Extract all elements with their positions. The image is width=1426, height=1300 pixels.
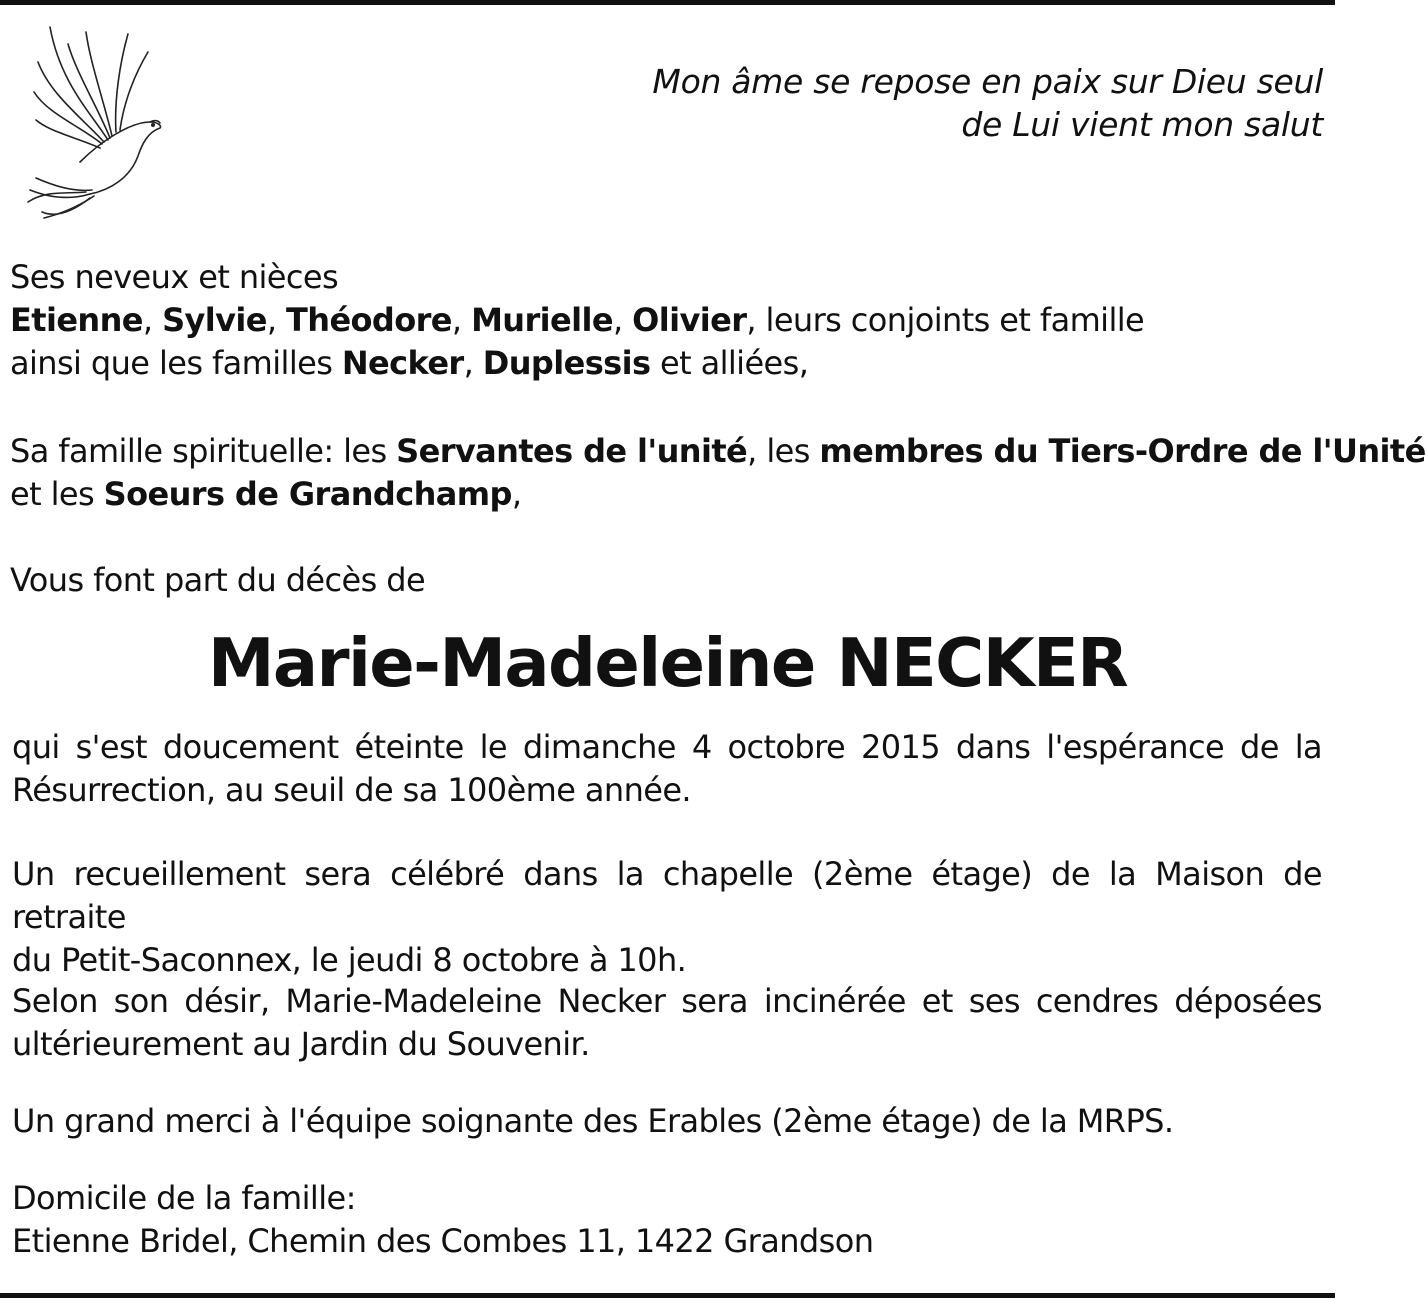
family-name-2: Sylvie [162,301,267,339]
family-names-tail: , leurs conjoints et famille [746,301,1145,339]
family-surname-2: Duplessis [482,344,651,382]
address-block [12,1177,1322,1263]
deceased-name: Marie-Madeleine NECKER [207,624,1128,702]
families-line: ainsi que les familles Necker, Duplessis et alliées, [10,344,809,382]
death-line-1: qui s'est doucement éteinte le dimanche 4 octobre 2015 dans l'espérance de la [12,728,1322,766]
family-surname-1: Necker [341,344,464,382]
service-line-2: du Petit-Saconnex, le jeudi 8 octobre à 10h. [12,941,687,979]
family-name-1: Etienne [10,301,143,339]
spiritual-group-3: Soeurs de Grandchamp [103,475,512,513]
wish-line-1: Selon son désir, Marie-Madeleine Necker sera incinérée et ses cendres déposées [12,982,1322,1020]
announce-block [10,559,425,602]
dove-icon [20,22,170,222]
spiritual-group-1: Servantes de l'unité [396,432,748,470]
thanks-paragraph [12,1100,1322,1143]
death-line-2: Résurrection, au seuil de sa 100ème année. [12,771,692,809]
epigraph-line-2: de Lui vient mon salut [961,105,1323,144]
family-name-4: Murielle [471,301,613,339]
spiritual-line-1: Sa famille spirituelle: les Servantes de l'unité, les membres du Tiers-Ordre de l'Unité [10,432,1426,470]
family-intro: Ses neveux et nièces [10,258,339,296]
service-paragraph [12,853,1322,982]
service-line-1: Un recueillement sera célébré dans la chapelle (2ème étage) de la Maison de retraite [12,855,1322,936]
spiritual-block [10,430,1426,516]
epigraph [652,60,1323,146]
bottom-rule [0,1293,1335,1298]
wish-paragraph [12,980,1322,1066]
family-block [10,256,1144,385]
family-name-5: Olivier [632,301,747,339]
thanks-line: Un grand merci à l'équipe soignante des Erables (2ème étage) de la MRPS. [12,1102,1174,1140]
wish-line-2: ultérieurement au Jardin du Souvenir. [12,1025,590,1063]
spiritual-group-2: membres du Tiers-Ordre de l'Unité [819,432,1426,470]
death-paragraph [12,726,1322,812]
announce-text: Vous font part du décès de [10,561,426,599]
spiritual-line-2: et les Soeurs de Grandchamp, [10,475,522,513]
family-name-3: Théodore [286,301,452,339]
epigraph-line-1: Mon âme se repose en paix sur Dieu seul [652,62,1323,101]
family-names-line: Etienne, Sylvie, Théodore, Murielle, Olivier, leurs conjoints et famille [10,301,1145,339]
address-label: Domicile de la famille: [12,1179,356,1217]
top-rule [0,0,1335,5]
address-value: Etienne Bridel, Chemin des Combes 11, 1422 Grandson [12,1222,874,1260]
